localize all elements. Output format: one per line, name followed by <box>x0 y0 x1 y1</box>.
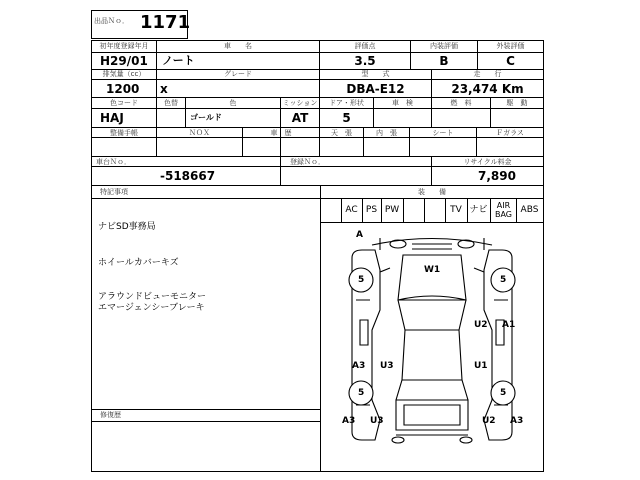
displacement-label: 排気量（cc） <box>102 70 146 78</box>
reg-no-label: 登録Ｎｏ． <box>290 158 325 166</box>
lot-number: 1171 <box>140 12 191 33</box>
equip-pw: PW <box>384 205 400 215</box>
inspection-label: 車 検 <box>392 99 413 107</box>
exterior-label: 外装評価 <box>496 42 525 50</box>
doors-label: ドア・形状 <box>329 99 364 107</box>
score-label: 評価点 <box>354 42 376 50</box>
reg-year: H29/01 <box>100 54 148 68</box>
mileage-label: 走 行 <box>473 70 502 78</box>
damage-mark: 5 <box>358 275 365 285</box>
interior-label: 内装評価 <box>430 42 458 50</box>
chassis-label: 車台Ｎｏ． <box>96 158 131 166</box>
model-label: 型 式 <box>361 70 390 78</box>
equipment-label: 装 備 <box>418 188 446 196</box>
recycle-fee: 7,890 <box>478 169 516 183</box>
doors: 5 <box>342 111 351 125</box>
color-code-label: 色コード <box>110 99 138 107</box>
remark-line: ホイールカバーキズ <box>98 258 179 268</box>
ceiling-label: 天 張 <box>331 129 352 137</box>
drive-label: 駆 動 <box>506 99 528 107</box>
mileage: 23,474 Km <box>451 82 524 96</box>
color-label: 色 <box>229 99 237 107</box>
equip-ac: AC <box>345 205 358 215</box>
color: ゴールド <box>190 113 222 122</box>
grade: x <box>160 82 168 96</box>
car-name-label: 車 名 <box>224 42 252 50</box>
chassis-number: -518667 <box>160 169 216 183</box>
transmission: AT <box>291 111 309 125</box>
remark-line: ナビSD事務局 <box>98 222 156 232</box>
color-code: HAJ <box>100 111 124 125</box>
damage-mark: U2 <box>482 416 496 426</box>
repair-history-label: 修復歴 <box>100 411 121 419</box>
damage-mark: 5 <box>358 388 365 398</box>
car-name: ノート <box>162 54 195 67</box>
damage-mark: U1 <box>474 361 488 371</box>
damage-mark: U2 <box>474 320 488 330</box>
damage-mark: 5 <box>500 275 507 285</box>
remarks-label: 特記事項 <box>100 188 128 196</box>
history-label: 車 歴 <box>270 129 292 137</box>
grade-label: グレード <box>224 70 252 78</box>
model: DBA-E12 <box>346 82 405 96</box>
seat-label: シート <box>432 129 454 137</box>
color-change-label: 色替 <box>164 99 178 107</box>
lot-label: 出品Ｎｏ． <box>94 17 129 25</box>
reg-year-label: 初年度登録年月 <box>99 42 149 50</box>
damage-mark: A3 <box>510 416 524 426</box>
damage-mark: U3 <box>370 416 384 426</box>
equip-ps: PS <box>365 205 378 215</box>
nox-label: ＮＯＸ <box>189 129 210 137</box>
fuel-label: 燃 料 <box>450 99 472 107</box>
glass-label: Ｆガラス <box>496 129 524 137</box>
damage-mark: A1 <box>502 320 516 330</box>
transmission-label: ミッション <box>282 99 318 107</box>
damage-mark: A3 <box>352 361 366 371</box>
equip-tv: TV <box>450 205 462 215</box>
interior-grade: B <box>439 54 449 68</box>
remark-line: アラウンドビューモニター エマージェンシーブレーキ <box>98 292 207 313</box>
recycle-label: リサイクル料金 <box>463 158 512 166</box>
exterior-grade: C <box>506 54 515 68</box>
equip-abs: ABS <box>520 205 539 215</box>
interior-trim-label: 内 張 <box>376 129 397 137</box>
damage-mark: 5 <box>500 388 507 398</box>
damage-mark: W1 <box>424 265 441 275</box>
damage-mark: U3 <box>380 361 394 371</box>
score: 3.5 <box>354 54 376 68</box>
equip-navi: ナビ <box>469 205 488 215</box>
equip-airbag: AIR BAG <box>494 201 513 219</box>
damage-mark: A <box>356 230 363 240</box>
damage-mark: A3 <box>342 416 356 426</box>
maintenance-label: 整備手帳 <box>110 129 138 137</box>
displacement: 1200 <box>106 82 140 96</box>
